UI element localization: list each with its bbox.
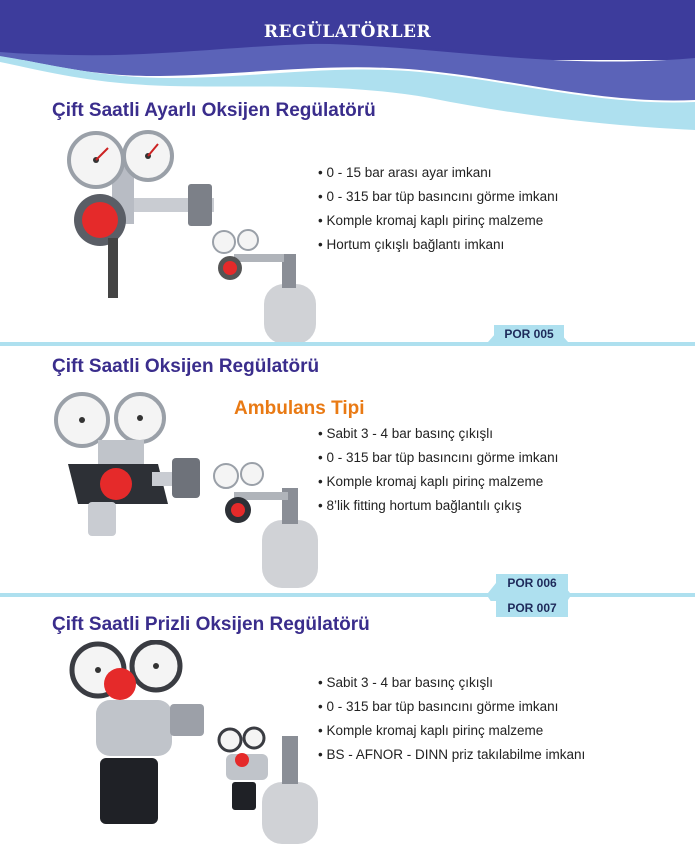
cylinder-photo-3 xyxy=(214,722,318,844)
regulator-photo-2 xyxy=(48,392,213,557)
feature-item: • Komple kromaj kaplı pirinç malzeme xyxy=(318,472,558,496)
section-title-3: Çift Saatli Prizli Oksijen Regülatörü xyxy=(52,614,370,635)
feature-list-3 xyxy=(318,673,585,769)
feature-item: • 0 - 15 bar arası ayar imkanı xyxy=(318,163,558,187)
product-code-badge: POR 007 xyxy=(496,599,568,617)
section-title-1: Çift Saatli Ayarlı Oksijen Regülatörü xyxy=(52,100,376,121)
product-code-badge: POR 006 xyxy=(496,574,568,592)
feature-list-2 xyxy=(318,424,558,520)
feature-item: • BS - AFNOR - DINN priz takılabilme imkanı xyxy=(318,745,585,769)
section-subtitle-2: Ambulans Tipi xyxy=(234,398,365,419)
regulator-photo-3 xyxy=(60,640,210,825)
cylinder-photo-1 xyxy=(210,224,320,344)
feature-item: • Komple kromaj kaplı pirinç malzeme xyxy=(318,721,585,745)
feature-item: • Sabit 3 - 4 bar basınç çıkışlı xyxy=(318,424,558,448)
feature-item: • Komple kromaj kaplı pirinç malzeme xyxy=(318,211,558,235)
feature-item: • 8’lik fitting hortum bağlantılı çıkış xyxy=(318,496,558,520)
product-code-badge: POR 005 xyxy=(494,325,564,343)
section-title-2: Çift Saatli Oksijen Regülatörü xyxy=(52,356,320,377)
feature-item: • 0 - 315 bar tüp basıncını görme imkanı xyxy=(318,448,558,472)
page-title: REGÜLATÖRLER xyxy=(263,22,432,42)
section-divider-1 xyxy=(0,333,695,351)
feature-item: • 0 - 315 bar tüp basıncını görme imkanı xyxy=(318,697,585,721)
feature-item: • Sabit 3 - 4 bar basınç çıkışlı xyxy=(318,673,585,697)
regulator-photo-1 xyxy=(48,128,223,303)
feature-item: • Hortum çıkışlı bağlantı imkanı xyxy=(318,235,558,259)
feature-item: • 0 - 315 bar tüp basıncını görme imkanı xyxy=(318,187,558,211)
feature-list-1 xyxy=(318,163,558,259)
section-divider-2 xyxy=(0,583,695,601)
cylinder-photo-2 xyxy=(210,458,320,588)
